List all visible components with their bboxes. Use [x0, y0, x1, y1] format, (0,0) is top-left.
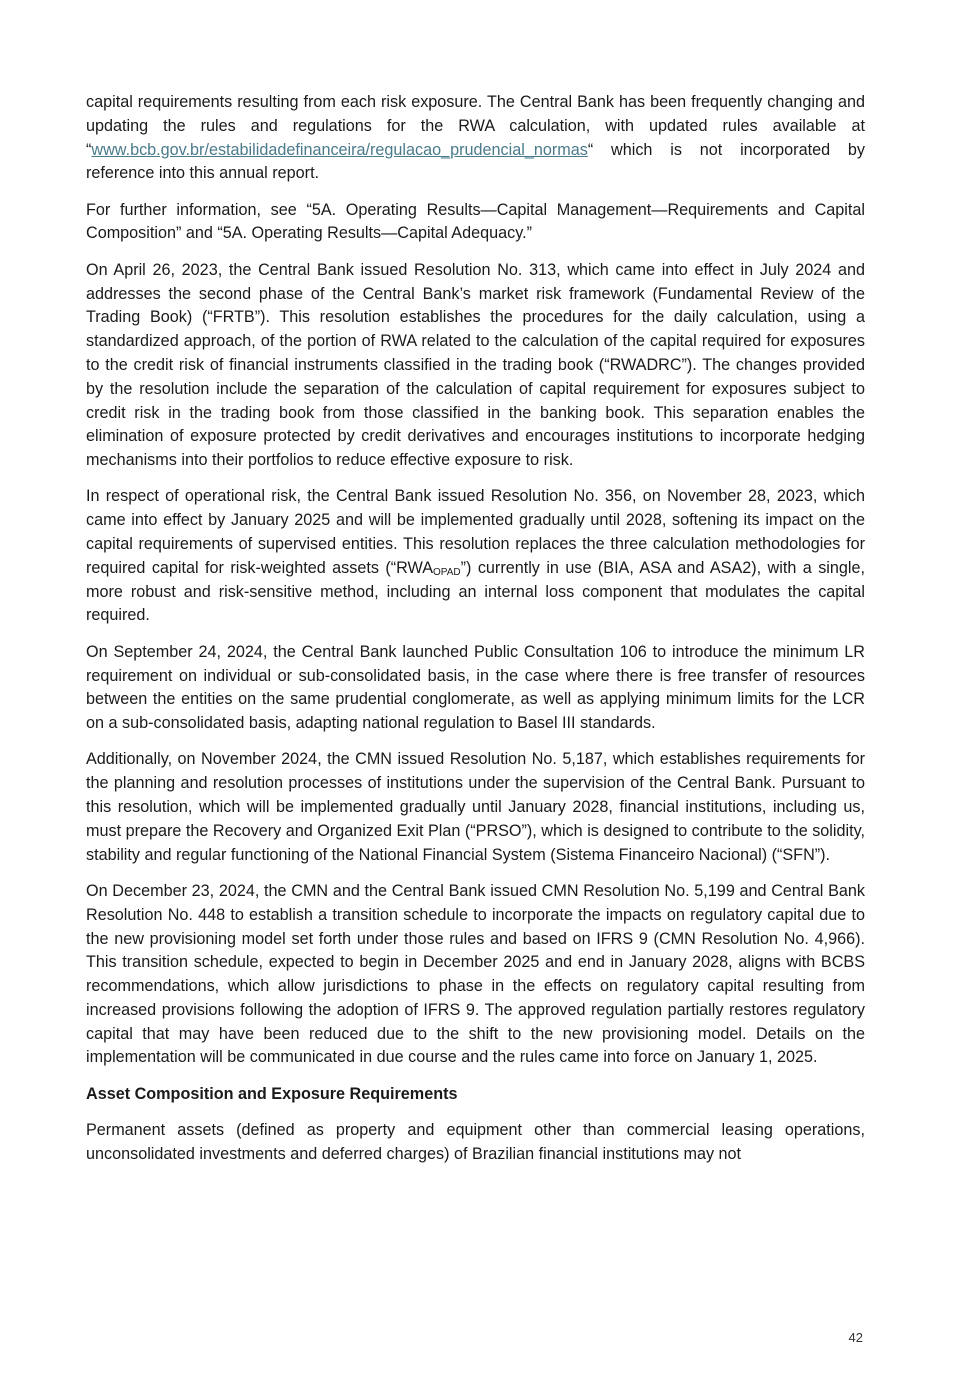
paragraph-resolution-313: On April 26, 2023, the Central Bank issued Resolution No. 313, which came into effect in July 2024 and addresses the second phase of the Central Bank’s market risk framework (Fundamental Review of the Trading Book) (“FRTB”). This resolution establishes the procedures for the daily calculation, using a standardized approach, of the portion of RWA related to the calculation of the capital required for exposures to the credit risk of financial instruments classified in the trading book (“RWADRC”). The changes provided by the resolution include the separation of the calculation of capital requirement for exposures subject to credit risk in the trading book from those classified in the banking book. This separation enables the elimination of exposure protected by credit derivatives and encourages institutions to incorporate hedging mechanisms into their portfolios to reduce effective exposure to risk.	[86, 260, 865, 470]
subscript: OPAD	[433, 566, 461, 578]
paragraph-resolution-5199: On December 23, 2024, the CMN and the Central Bank issued CMN Resolution No. 5,199 and Central Bank Resolution No. 448 to establish a transition schedule to incorporate the impacts on regulatory capital due to the new provisioning model set forth under those rules and based on IFRS 9 (CMN Resolution No. 4,966). This transition schedule, expected to begin in December 2025 and end in January 2028, aligns with BCBS recommendations, which allow jurisdictions to phase in the effects on regulatory capital resulting from increased provisions following the adoption of IFRS 9. The approved regulation partially restores regulatory capital that may have been reduced due to the shift to the new provisioning model. Details on the implementation will be communicated in due course and the rules came into force on January 1, 2025.	[86, 881, 865, 1067]
paragraph-text: In respect of operational risk, the Central Bank issued Resolution No. 356, on November 28, 2023, which came into effect by January 2025 and will be implemented gradually until 2028, softening its impact on the capital requirements of supervised entities. This resolution replaces the three calculation methodologies for required capital for risk-weighted assets (“RWA	[86, 487, 865, 577]
paragraph-rwa-rules	[86, 91, 865, 186]
paragraph-public-consultation: On September 24, 2024, the Central Bank launched Public Consultation 106 to introduce the minimum LR requirement on individual or sub-consolidated basis, in the case where there is free transfer of resources between the entities on the same prudential conglomerate, as well as applying minimum limits for the LCR on a sub-consolidated basis, adapting national regulation to Basel III standards.	[86, 642, 865, 733]
section-heading: Asset Composition and Exposure Requirements	[86, 1084, 458, 1103]
paragraph-text: ”) currently in use (BIA, ASA and ASA2), with a single, more robust and risk-sensitive method, including an internal loss component that modulates the capital required.	[86, 558, 865, 625]
paragraph-operational-risk	[86, 485, 865, 628]
paragraph-further-info: For further information, see “5A. Operating Results—Capital Management—Requirements and Capital Composition” and “5A. Operating Results—Capital Adequacy.”	[86, 200, 865, 243]
paragraph-permanent-assets: Permanent assets (defined as property and equipment other than commercial leasing operations, unconsolidated investments and deferred charges) of Brazilian financial institutions may not	[86, 1121, 865, 1163]
page-number: 42	[848, 1330, 863, 1345]
document-body	[86, 91, 865, 1179]
bcb-regulation-link[interactable]: www.bcb.gov.br/estabilidadefinanceira/regulacao_prudencial_normas	[91, 140, 588, 159]
paragraph-text: capital requirements resulting from each risk exposure. The Central Bank has been frequently changing and updating the rules and regulations for the RWA calculation, with updated rules available at “	[86, 93, 865, 159]
paragraph-text: “ which is not incorporated by reference into this annual report.	[86, 140, 865, 183]
paragraph-resolution-5187: Additionally, on November 2024, the CMN issued Resolution No. 5,187, which establishes requirements for the planning and resolution processes of institutions under the supervision of the Central Bank. Pursuant to this resolution, which will be implemented gradually until January 2028, financial institutions, including us, must prepare the Recovery and Organized Exit Plan (“PRSO”), which is designed to contribute to the solidity, stability and regular functioning of the National Financial System (Sistema Financeiro Nacional) (“SFN”).	[86, 750, 865, 864]
